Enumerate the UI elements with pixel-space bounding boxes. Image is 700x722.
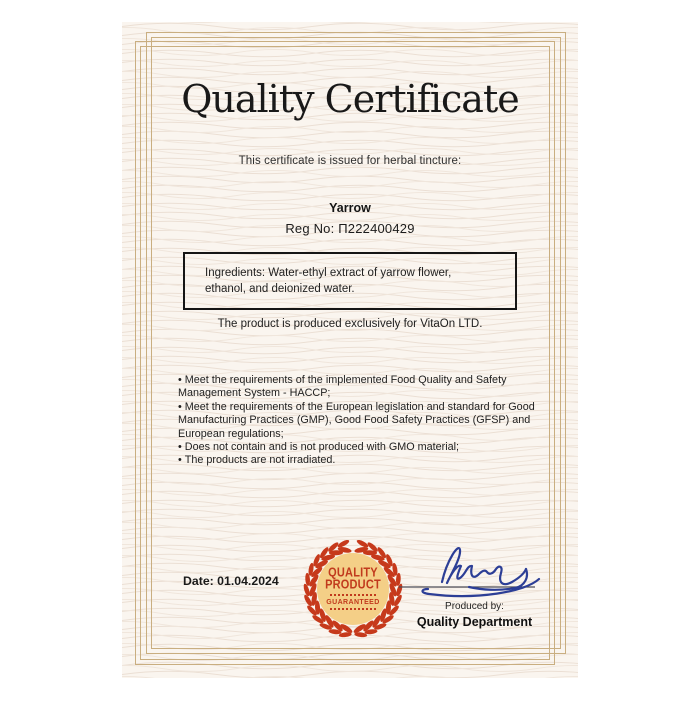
- signature-scribble-icon: [387, 534, 562, 602]
- quality-department-label: Quality Department: [416, 614, 533, 629]
- badge-dotted-divider: [330, 594, 376, 596]
- badge-quality-label: QUALITY: [328, 565, 378, 580]
- exclusivity-statement: The product is produced exclusively for VitaOn LTD.: [217, 318, 483, 330]
- requirement-item: • Meet the requirements of the European legislation and standard for Good Manufacturing Practices (GMP), Good Food Safety Practices (GFSP) and European regulations;: [178, 401, 554, 441]
- requirement-item: • Does not contain and is not produced with GMO material;: [178, 441, 554, 454]
- requirements-list: [178, 374, 554, 468]
- certificate-page: [122, 22, 578, 678]
- badge-dotted-divider: [330, 608, 376, 610]
- requirement-item: • The products are not irradiated.: [178, 454, 554, 467]
- badge-product-label: PRODUCT: [325, 577, 381, 592]
- certificate-subtitle: This certificate is issued for herbal tincture:: [238, 155, 462, 167]
- product-name: Yarrow: [329, 201, 371, 215]
- certificate-title: Quality Certificate: [181, 77, 519, 121]
- ingredients-text: Ingredients: Water-ethyl extract of yarrow flower, ethanol, and deionized water.: [205, 267, 452, 295]
- badge-guaranteed-label: GUARANTEED: [326, 599, 380, 606]
- registration-number: Reg No: П222400429: [285, 221, 415, 236]
- produced-by-label: Produced by:: [445, 601, 504, 612]
- ingredients-box: [183, 252, 517, 310]
- requirement-item: • Meet the requirements of the implemented Food Quality and Safety Management System - HACCP;: [178, 374, 554, 401]
- issue-date: Date: 01.04.2024: [183, 574, 279, 588]
- signature-block: [387, 534, 562, 634]
